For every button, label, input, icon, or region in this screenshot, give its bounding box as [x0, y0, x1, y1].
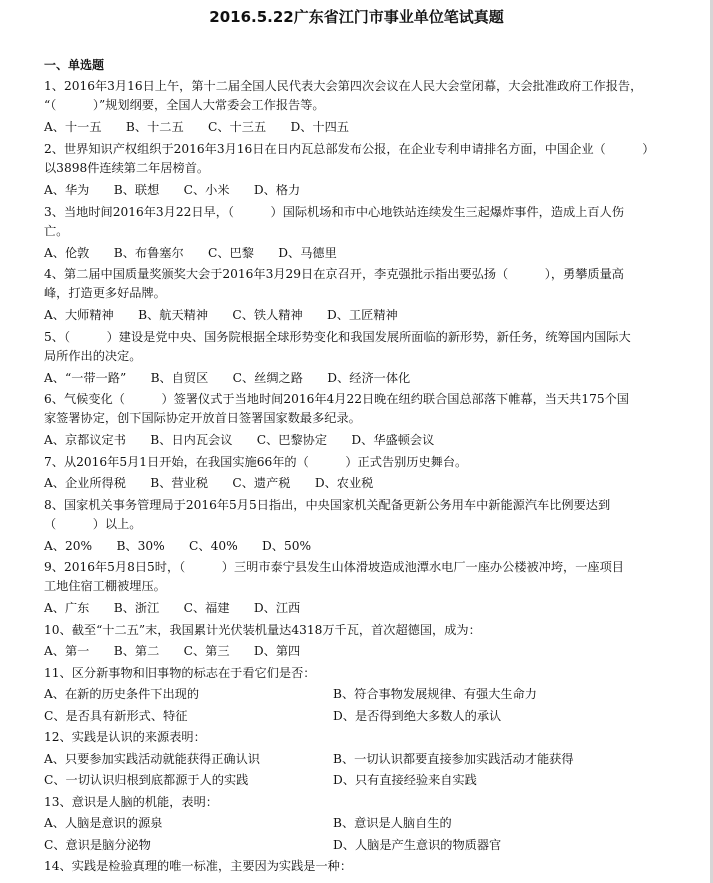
- question-2-line-2: 以3898件连续第二年居榜首。: [44, 161, 210, 175]
- question-11-line-1: 11、区分新事物和旧事物的标志在于看它们是否：: [44, 666, 316, 680]
- question-13-option-d: D、人脑是产生意识的物质器官: [333, 838, 502, 852]
- question-1-line-2: “（ ）”规划纲要，全国人大常委会工作报告等。: [44, 98, 325, 112]
- question-1-options: A、十一五 B、十二五 C、十三五 D、十四五: [44, 120, 349, 134]
- question-12-line-1: 12、实践是认识的来源表明：: [44, 730, 206, 744]
- question-5-line-2: 局所作出的决定。: [44, 349, 142, 363]
- question-3-line-1: 3、当地时间2016年3月22日早，（ ）国际机场和市中心地铁站连续发生三起爆炸事件，造成上百人伤: [44, 205, 624, 219]
- question-13-line-1: 13、意识是人脑的机能，表明：: [44, 795, 218, 809]
- question-8-line-2: （ ）以上。: [44, 517, 142, 531]
- question-10-line-1: 10、截至“十二五”末，我国累计光伏装机量达4318万千瓦，首次超德国，成为：: [44, 623, 481, 637]
- question-9-line-2: 工地住宿工棚被埋压。: [44, 579, 166, 593]
- question-2-line-1: 2、世界知识产权组织于2016年3月16日在日内瓦总部发布公报，在企业专利申请排名方面，中国企业（ ）: [44, 142, 655, 156]
- question-13-option-c: C、意识是脑分泌物: [44, 838, 151, 852]
- question-12-option-b: B、一切认识都要直接参加实践活动才能获得: [333, 752, 574, 766]
- question-12-option-d: D、只有直接经验来自实践: [333, 773, 477, 787]
- page-title: 2016.5.22广东省江门市事业单位笔试真题: [209, 8, 504, 26]
- question-3-options: A、伦敦 B、布鲁塞尔 C、巴黎 D、马德里: [44, 246, 337, 260]
- question-12-option-c: C、一切认识归根到底都源于人的实践: [44, 773, 249, 787]
- question-4-options: A、大师精神 B、航天精神 C、铁人精神 D、工匠精神: [44, 308, 398, 322]
- question-9-options: A、广东 B、浙江 C、福建 D、江西: [44, 601, 301, 615]
- question-1-line-1: 1、2016年3月16日上午，第十二届全国人民代表大会第四次会议在人民大会堂闭幕，大会批准政府工作报告，: [44, 79, 643, 93]
- question-5-options: A、“一带一路” B、自贸区 C、丝绸之路 D、经济一体化: [44, 371, 411, 385]
- question-14-line-1: 14、实践是检验真理的唯一标准，主要因为实践是一种：: [44, 859, 353, 873]
- question-9-line-1: 9、2016年5月8日5时，（ ）三明市泰宁县发生山体滑坡造成池潭水电厂一座办公楼被冲垮，一座项目: [44, 560, 624, 574]
- question-4-line-1: 4、第二届中国质量奖颁奖大会于2016年3月29日在京召开，李克强批示指出要弘扬（ ），勇攀质量高: [44, 267, 624, 281]
- question-2-options: A、华为 B、联想 C、小米 D、格力: [44, 183, 301, 197]
- question-8-options: A、20% B、30% C、40% D、50%: [44, 539, 312, 553]
- question-11-option-a: A、在新的历史条件下出现的: [44, 687, 200, 701]
- question-8-line-1: 8、国家机关事务管理局于2016年5月5日指出，中央国家机关配备更新公务用车中新能源汽车比例要达到: [44, 498, 611, 512]
- question-11-option-b: B、符合事物发展规律、有强大生命力: [333, 687, 537, 701]
- question-6-line-2: 家签署协定，创下国际协定开放首日签署国家数最多纪录。: [44, 411, 361, 425]
- question-11-option-c: C、是否具有新形式、特征: [44, 709, 188, 723]
- question-13-option-a: A、人脑是意识的源泉: [44, 816, 163, 830]
- question-10-options: A、第一 B、第二 C、第三 D、第四: [44, 644, 301, 658]
- question-3-line-2: 亡。: [44, 224, 69, 238]
- question-12-option-a: A、只要参加实践活动就能获得正确认识: [44, 752, 260, 766]
- question-4-line-2: 峰，打造更多好品牌。: [44, 286, 166, 300]
- question-13-option-b: B、意识是人脑自生的: [333, 816, 452, 830]
- question-5-line-1: 5、（ ）建设是党中央、国务院根据全球形势变化和我国发展所面临的新形势，新任务，统筹国内国际大: [44, 330, 631, 344]
- question-6-options: A、京都议定书 B、日内瓦会议 C、巴黎协定 D、华盛顿会议: [44, 433, 435, 447]
- question-6-line-1: 6、气候变化（ ）签署仪式于当地时间2016年4月22日晚在纽约联合国总部落下帷幕，当天共175个国: [44, 392, 629, 406]
- question-7-options: A、企业所得税 B、营业税 C、遗产税 D、农业税: [44, 476, 374, 490]
- question-11-option-d: D、是否得到绝大多数人的承认: [333, 709, 502, 723]
- question-7-line-1: 7、从2016年5月1日开始，在我国实施66年的（ ）正式告别历史舞台。: [44, 455, 468, 469]
- section-heading: 一、单选题: [44, 58, 105, 72]
